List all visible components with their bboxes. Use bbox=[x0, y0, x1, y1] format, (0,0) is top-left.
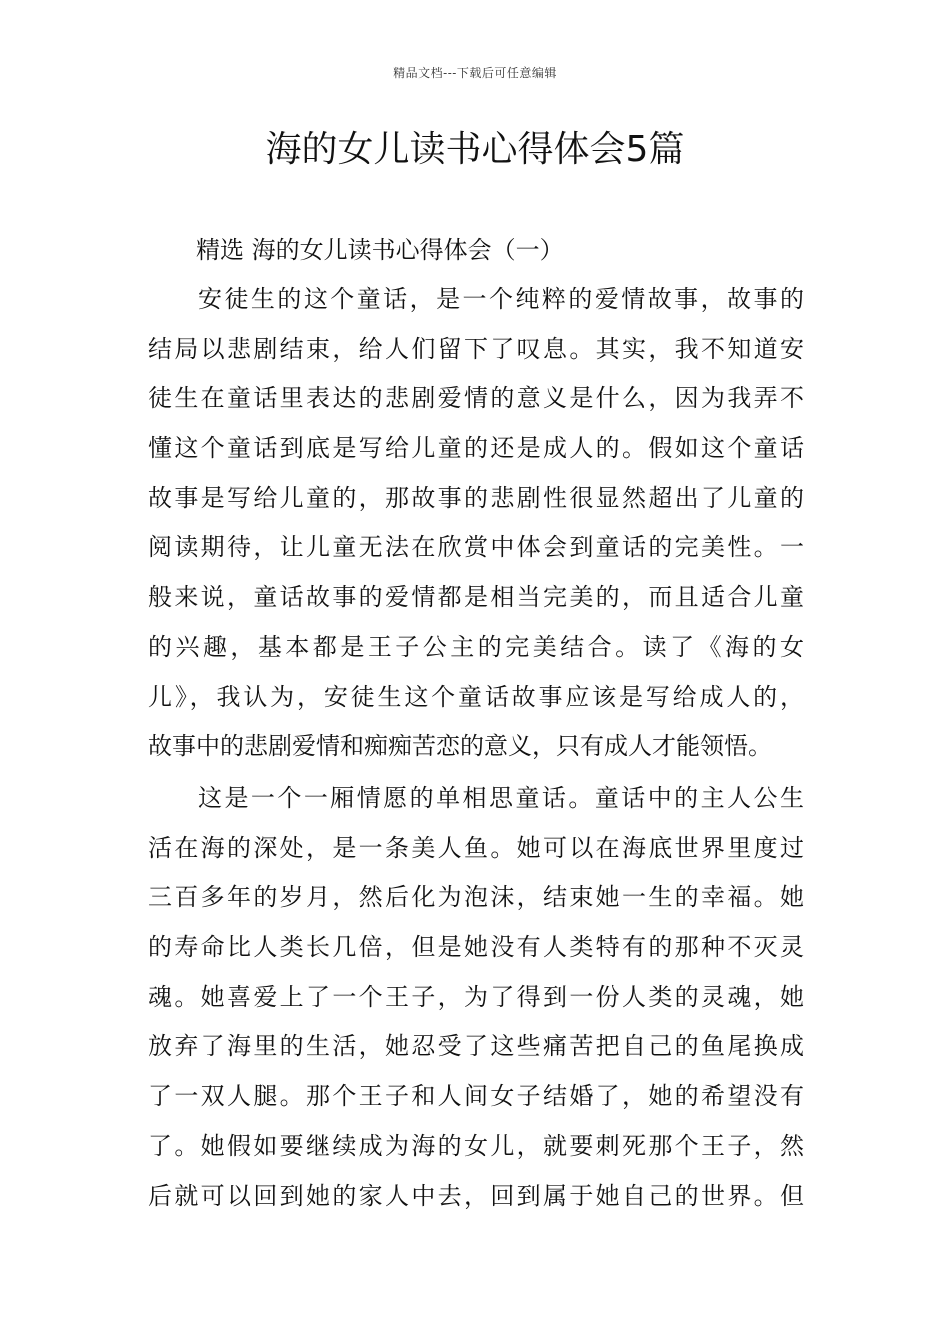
paragraph-line: 了一双人腿。那个王子和人间女子结婚了，她的希望没有 bbox=[148, 1082, 804, 1111]
paragraph-line: 懂这个童话到底是写给儿童的还是成人的。假如这个童话 bbox=[148, 434, 804, 463]
paragraph-line: 放弃了海里的生活，她忍受了这些痛苦把自己的鱼尾换成 bbox=[148, 1032, 804, 1061]
paragraph-line: 活在海的深处，是一条美人鱼。她可以在海底世界里度过 bbox=[148, 833, 804, 862]
paragraph-line: 三百多年的岁月，然后化为泡沫，结束她一生的幸福。她 bbox=[148, 883, 804, 912]
paragraph-line: 阅读期待，让儿童无法在欣赏中体会到童话的完美性。一 bbox=[148, 533, 804, 562]
paragraph-1 bbox=[148, 275, 804, 772]
paragraph-2 bbox=[148, 774, 804, 1221]
paragraph-line: 般来说，童话故事的爱情都是相当完美的，而且适合儿童 bbox=[148, 583, 804, 612]
header-note: 精品文档---下载后可任意编辑 bbox=[393, 66, 557, 80]
paragraph-line: 的寿命比人类长几倍，但是她没有人类特有的那种不灭灵 bbox=[148, 933, 804, 962]
paragraph-line: 儿》，我认为，安徒生这个童话故事应该是写给成人的， bbox=[148, 682, 804, 711]
paragraph-line: 徒生在童话里表达的悲剧爱情的意义是什么，因为我弄不 bbox=[148, 384, 804, 413]
paragraph-line: 故事是写给儿童的，那故事的悲剧性很显然超出了儿童的 bbox=[148, 483, 804, 512]
paragraph-line: 故事中的悲剧爱情和痴痴苦恋的意义，只有成人才能领悟。 bbox=[148, 732, 772, 761]
paragraph-line: 这是一个一厢情愿的单相思童话。童话中的主人公生 bbox=[198, 784, 804, 812]
paragraph-line: 的兴趣，基本都是王子公主的完美结合。读了《海的女 bbox=[148, 632, 804, 661]
paragraph-line: 后就可以回到她的家人中去，回到属于她自己的世界。但 bbox=[148, 1181, 804, 1210]
paragraph-line: 安徒生的这个童话，是一个纯粹的爱情故事，故事的 bbox=[198, 285, 804, 313]
section-heading: 精选 海的女儿读书心得体会（一） bbox=[196, 236, 564, 264]
paragraph-line: 结局以悲剧结束，给人们留下了叹息。其实，我不知道安 bbox=[148, 334, 804, 363]
paragraph-line: 了。她假如要继续成为海的女儿，就要刺死那个王子，然 bbox=[148, 1131, 804, 1160]
document-title: 海的女儿读书心得体会5篇 bbox=[265, 129, 685, 170]
paragraph-line: 魂。她喜爱上了一个王子，为了得到一份人类的灵魂，她 bbox=[148, 982, 804, 1011]
